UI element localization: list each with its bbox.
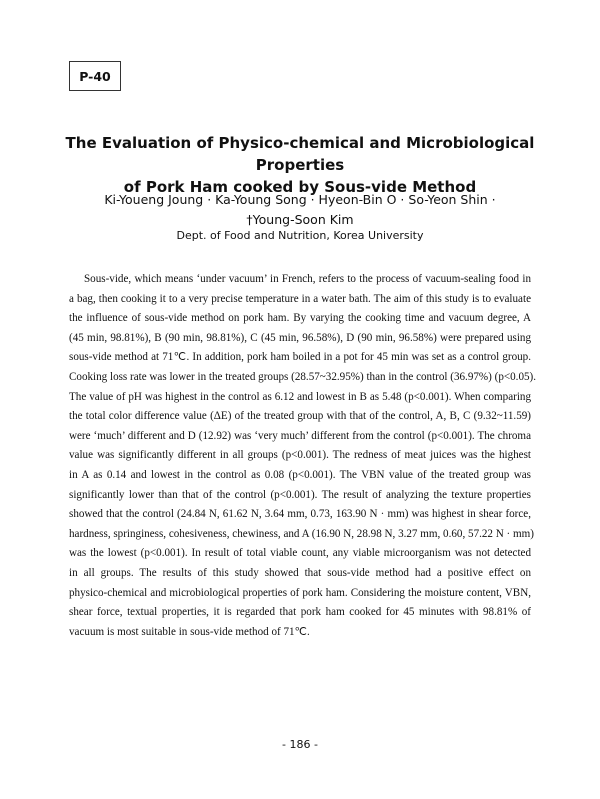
- abstract-line: sous-vide method at 71℃. In addition, pork ham boiled in a pot for 45 min was set as a control group.: [69, 351, 531, 364]
- abstract-line: was the lowest (p<0.001). In result of total viable count, any viable microorganism was not detected: [69, 547, 531, 560]
- paper-title: [40, 132, 560, 198]
- abstract-line: shear force, textual properties, it is regarded that pork ham cooked for 45 minutes with 98.81% of: [69, 606, 531, 619]
- poster-code: P-40: [79, 68, 111, 84]
- poster-code-box: [69, 61, 121, 91]
- abstract-line: (45 min, 98.81%), B (90 min, 98.81%), C (45 min, 96.58%), D (90 min, 96.58%) were prepared using: [69, 331, 531, 344]
- abstract-line: in all groups. The results of this study showed that sous-vide method had a positive effect on: [69, 566, 531, 579]
- abstract-body: [69, 270, 537, 642]
- abstract-line: significantly lower than that of the control (p<0.001). The result of analyzing the texture properties: [69, 488, 531, 501]
- abstract-line: Sous-vide, which means ‘under vacuum’ in French, refers to the process of vacuum-sealing food in: [84, 273, 531, 285]
- abstract-line: a bag, then cooking it to a very precise temperature in a water bath. The aim of this study is to evaluate: [69, 292, 531, 305]
- abstract-line: in A as 0.14 and lowest in the control as 0.08 (p<0.001). The VBN value of the treated group was: [69, 468, 531, 481]
- page-number: - 186 -: [282, 738, 318, 751]
- abstract-line: the total color difference value (ΔE) of the treated group with that of the control, A, B, C (9.32~11.59): [69, 410, 531, 423]
- abstract-line: value was significantly different in all groups (p<0.001). The redness of meat juices was the highest: [69, 449, 531, 462]
- abstract-line: the influence of sous-vide method on pork ham. By varying the cooking time and vacuum degree, A: [69, 312, 531, 325]
- abstract-line: were ‘much’ different and D (12.92) was ‘very much’ different from the control (p<0.001). The chroma: [69, 429, 531, 442]
- abstract-line: The value of pH was highest in the control as 6.12 and lowest in B as 5.48 (p<0.001). When comparing: [69, 390, 531, 403]
- abstract-line: showed that the control (24.84 N, 61.62 N, 3.64 mm, 0.73, 163.90 N · mm) was highest in shear force,: [69, 508, 531, 521]
- affiliation: Dept. of Food and Nutrition, Korea University: [176, 229, 424, 242]
- abstract-line: vacuum is most suitable in sous-vide method of 71℃.: [69, 625, 310, 638]
- title-line: The Evaluation of Physico-chemical and Microbiological Properties: [65, 134, 535, 174]
- abstract-line: hardness, springiness, cohesiveness, chewiness, and A (16.90 N, 28.98 N, 3.27 mm, 0.60, 57.22 N · mm): [69, 527, 534, 540]
- abstract-line: Cooking loss rate was lower in the treated groups (28.57~32.95%) than in the control (36.97%) (p<0.05).: [69, 370, 537, 383]
- title-line: of Pork Ham cooked by Sous-vide Method: [123, 178, 477, 196]
- author-line: †Young-Soon Kim: [246, 212, 354, 227]
- author-line: Ki-Youeng Joung · Ka-Young Song · Hyeon-Bin O · So-Yeon Shin ·: [104, 192, 496, 207]
- author-list: [40, 190, 560, 230]
- abstract-line: physico-chemical and microbiological properties of pork ham. Considering the moisture content, VBN,: [69, 586, 531, 599]
